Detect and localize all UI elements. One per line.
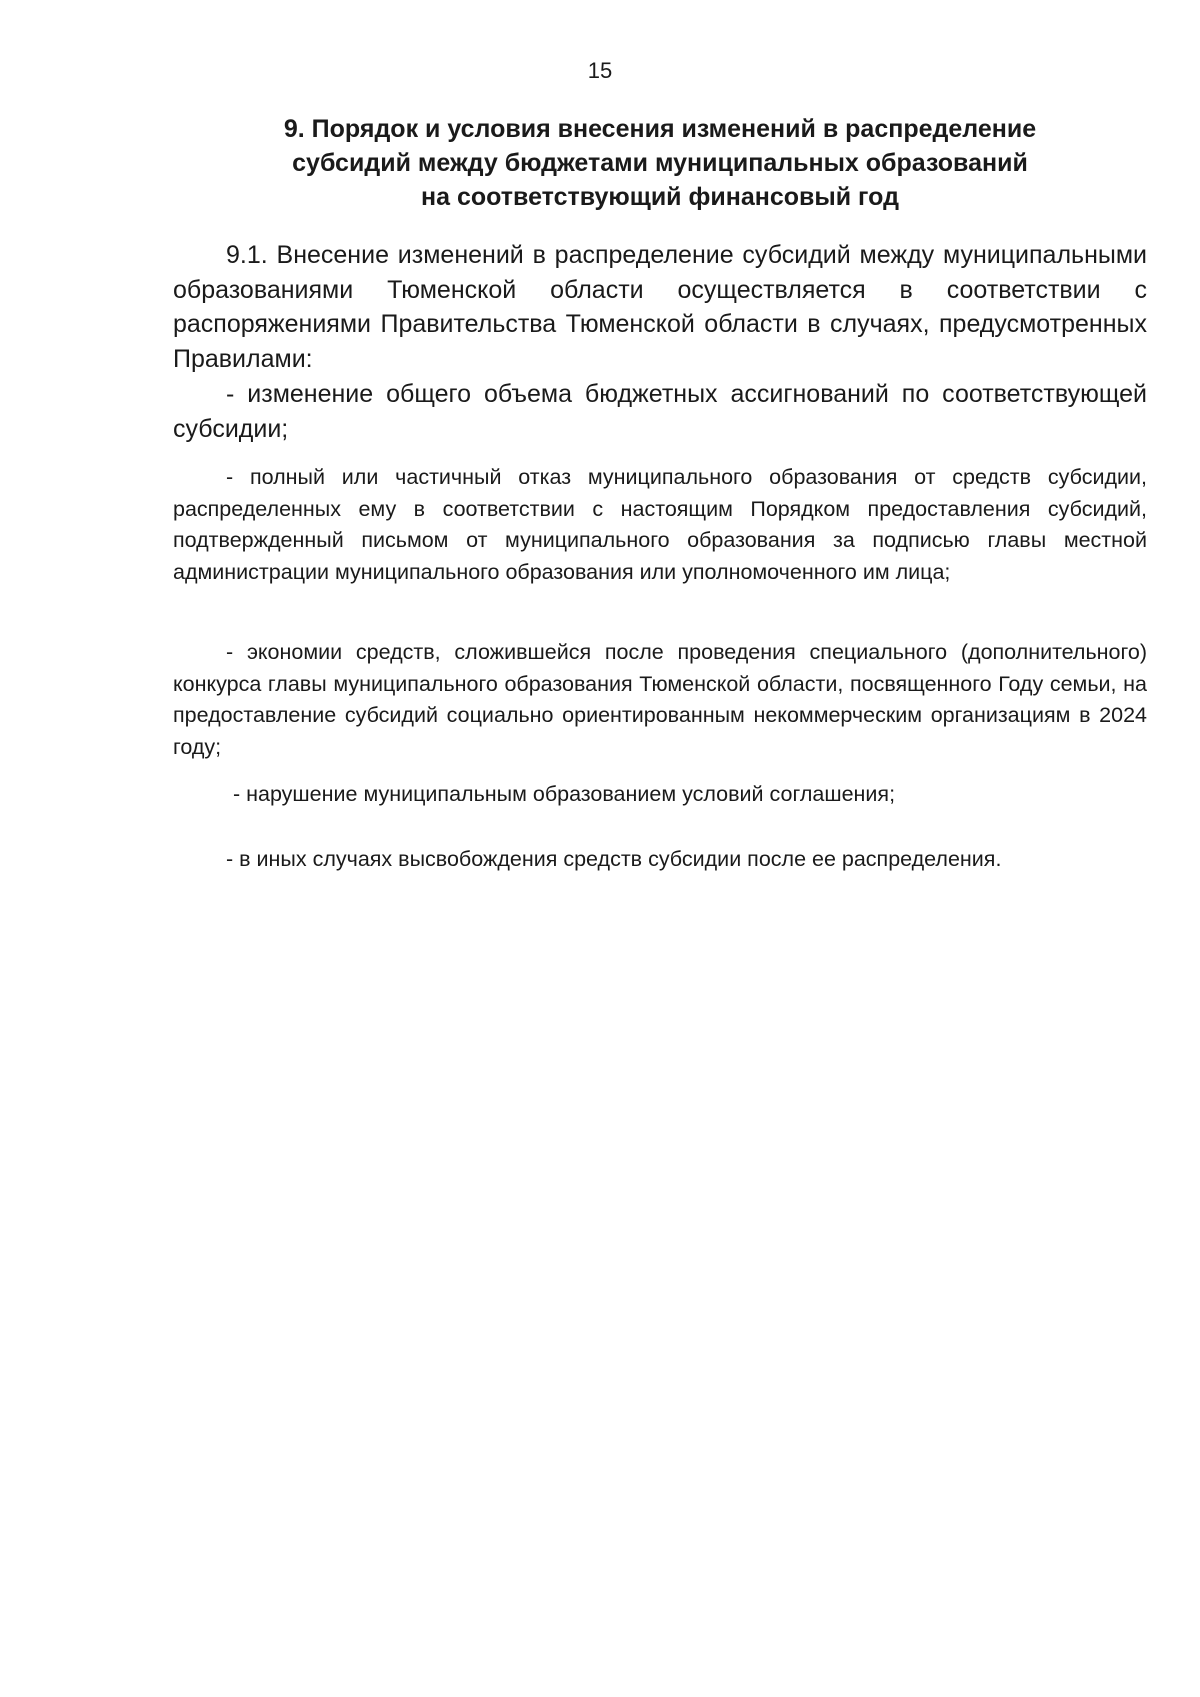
- list-item-other-cases: - в иных случаях высвобождения средств субсидии после ее распределения.: [226, 847, 1002, 871]
- section-title-line-3: на соответствующий финансовый год: [421, 183, 899, 211]
- section-title: [175, 112, 1145, 214]
- list-item-violation: - нарушение муниципальным образованием условий соглашения;: [233, 782, 896, 806]
- list-item-total-volume-change: - изменение общего объема бюджетных ассигнований по соответствующей субсидии;: [173, 380, 1147, 443]
- list-item-savings: - экономии средств, сложившейся после проведения специального (дополнительного) конкурса главы муниципального образования Тюменской области, посвященного Году семьи, на предоставление субсидий социально ориентированным некоммерческим организациям в 2024 году;: [173, 640, 1147, 759]
- section-title-line-1: 9. Порядок и условия внесения изменений в распределение: [283, 115, 1037, 143]
- paragraph-9-1: 9.1. Внесение изменений в распределение субсидий между муниципальными образованиями Тюменской области осуществляется в соответствии с распоряжениями Правительства Тюменской области в случаях, предусмотренных Правилами:: [173, 241, 1147, 373]
- section-title-line-2: субсидий между бюджетами муниципальных образований: [292, 149, 1028, 177]
- page-number: 15: [587, 58, 613, 83]
- list-item-refusal: - полный или частичный отказ муниципального образования от средств субсидии, распределенных ему в соответствии с настоящим Порядком предоставления субсидий, подтвержденный письмом от муниципального образования за подписью главы местной администрации муниципального образования или уполномоченного им лица;: [173, 465, 1147, 584]
